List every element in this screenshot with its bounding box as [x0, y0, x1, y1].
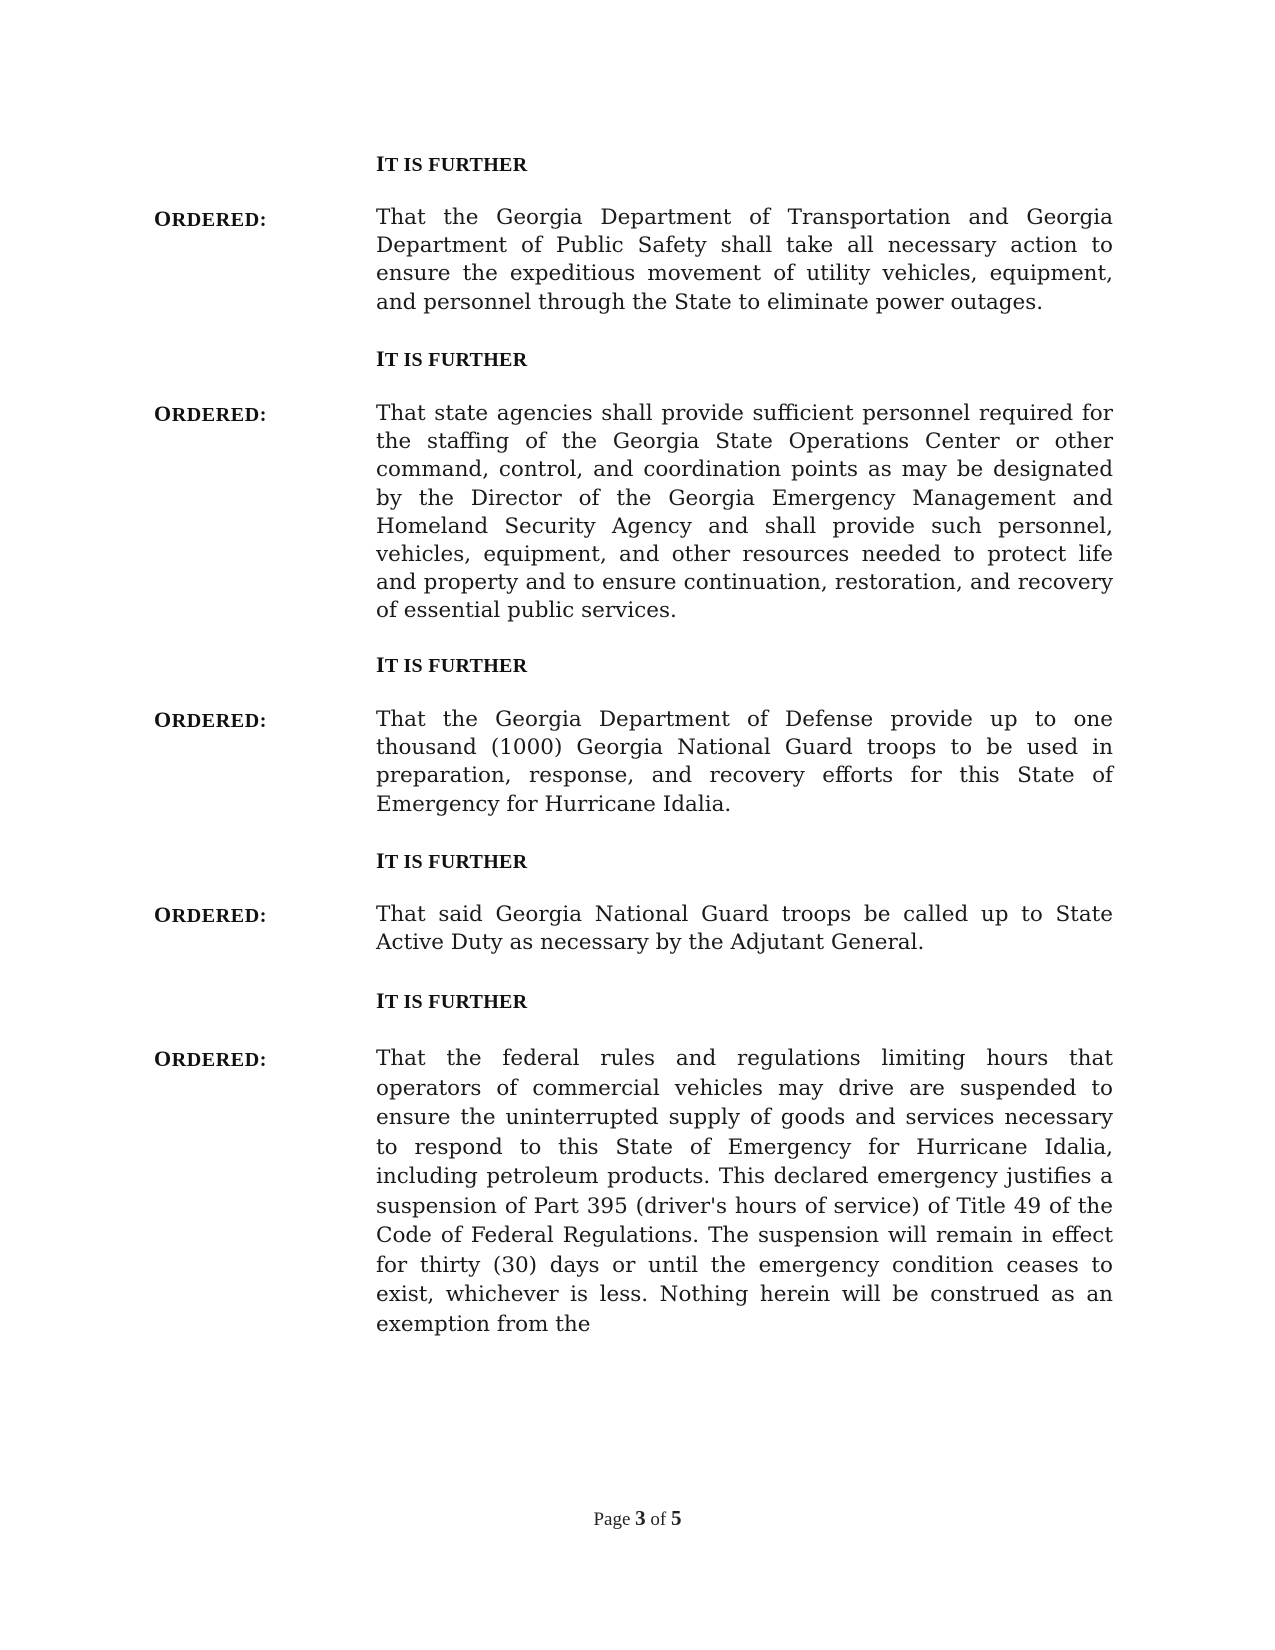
ordered-label: ORDERED:: [154, 902, 268, 927]
section-heading: IT IS FURTHER: [376, 848, 528, 873]
section-heading: IT IS FURTHER: [376, 346, 528, 371]
page-number: [0, 1506, 1275, 1531]
section-heading: IT IS FURTHER: [376, 652, 528, 677]
ordered-label: ORDERED:: [154, 1046, 268, 1071]
order-paragraph: That the Georgia Department of Transportation and Georgia Department of Public Safety shall take all necessary action to ensure the expeditious movement of utility vehicles, equipment, and personnel through the State to eliminate power outages.: [376, 205, 1113, 315]
order-paragraph: That said Georgia National Guard troops be called up to State Active Duty as necessary by the Adjutant General.: [376, 902, 1113, 956]
order-paragraph: That state agencies shall provide sufficient personnel required for the staffing of the Georgia State Operations Center or other command, control, and coordination points as may be designated by the Director of the Georgia Emergency Management and Homeland Security Agency and shall provide such personnel, vehicles, equipment, and other resources needed to protect life and property and to ensure continuation, restoration, and recovery of essential public services.: [376, 401, 1113, 624]
page-of: of: [650, 1509, 667, 1530]
ordered-label: ORDERED:: [154, 206, 268, 231]
section-heading: IT IS FURTHER: [376, 988, 528, 1013]
order-paragraph: That the federal rules and regulations limiting hours that operators of commercial vehicles may drive are suspended to ensure the uninterrupted supply of goods and services necessary to respond to this State of Emergency for Hurricane Idalia, including petroleum products. This declared emergency justifies a suspension of Part 395 (driver's hours of service) of Title 49 of the Code of Federal Regulations. The suspension will remain in effect for thirty (30) days or until the emergency condition ceases to exist, whichever is less. Nothing herein will be construed as an exemption from the: [376, 1046, 1113, 1337]
page-total: 5: [671, 1506, 682, 1530]
page-current: 3: [635, 1506, 646, 1530]
order-paragraph: That the Georgia Department of Defense provide up to one thousand (1000) Georgia National Guard troops to be used in preparation, response, and recovery efforts for this State of Emergency for Hurricane Idalia.: [376, 707, 1113, 817]
ordered-label: ORDERED:: [154, 401, 268, 426]
page-prefix: Page: [593, 1509, 631, 1530]
section-heading: IT IS FURTHER: [376, 151, 528, 176]
ordered-label: ORDERED:: [154, 707, 268, 732]
